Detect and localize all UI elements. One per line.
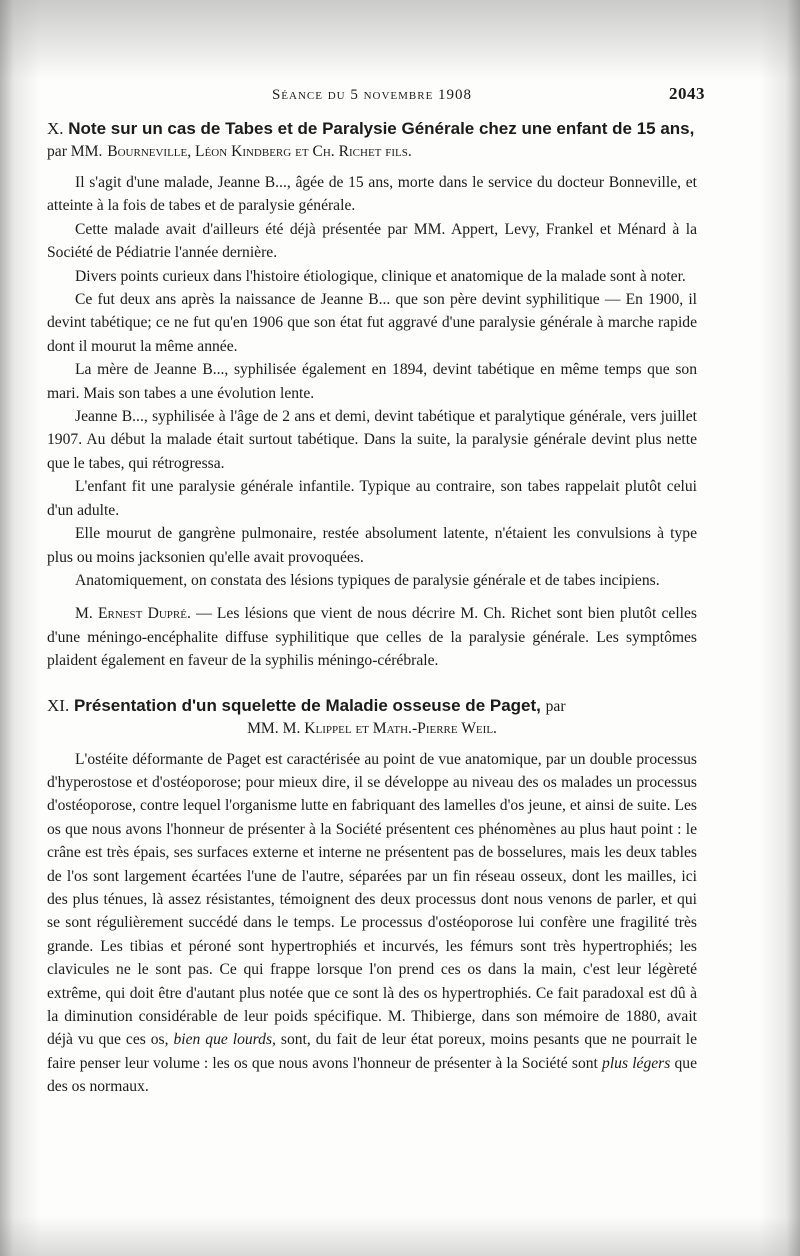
discussion-speaker: M. Ernest Dupré. bbox=[75, 605, 191, 623]
section-x-paragraph: Elle mourut de gangrène pulmonaire, restée absolument latente, n'étaient les convulsions à type plus ou moins jacksonien qu'elle avait provoquées. bbox=[47, 525, 697, 566]
section-xi-title: Présentation d'un squelette de Maladie osseuse de Paget, bbox=[73, 695, 541, 715]
running-head-title: Séance du 5 novembre 1908 bbox=[271, 87, 473, 103]
section-xi-text-part2: sont, du fait de leur état poreux, moins pesants que ne pourrait le faire penser leur volume : les os que nous avons l'honneur de présenter à la Société sont bbox=[47, 1031, 697, 1072]
section-xi-heading bbox=[47, 695, 697, 740]
section-x-paragraph: La mère de Jeanne B..., syphilisée également en 1894, devint tabétique en même temps que son mari. Mais son tabes a une évolution lente. bbox=[47, 361, 697, 402]
section-x-authors-prefix: par MM. bbox=[47, 143, 103, 160]
section-x-paragraph: Ce fut deux ans après la naissance de Jeanne B... que son père devint syphilitique — En 1900, il devint tabétique; ce ne fut qu'en 1906 que son état fut aggravé d'une paralysie générale à marche rapide dont il mourut la même année. bbox=[47, 291, 697, 355]
spacer bbox=[47, 592, 697, 602]
discussion-text: — Les lésions que vient de nous décrire M. Ch. Richet sont bien plutôt celles d'une méningo-encéphalite diffuse syphilitique que celles de la paralysie générale. Les symptômes plaident également en faveur de la syphilis méningo-cérébrale. bbox=[47, 605, 697, 670]
section-x-paragraph: Anatomiquement, on constata des lésions typiques de paralysie générale et de tabes incipiens. bbox=[75, 571, 660, 589]
section-x-number: X. bbox=[47, 119, 64, 138]
section-x-paragraph: Jeanne B..., syphilisée à l'âge de 2 ans et demi, devint tabétique et paralytique générale, vers juillet 1907. Au début la malade était surtout tabétique. Dans la suite, la paralysie générale devint plus nette que le tabes, qui rétrogressa. bbox=[47, 408, 697, 472]
section-x-paragraph: Divers points curieux dans l'histoire étiologique, clinique et anatomique de la malade sont à noter. bbox=[75, 267, 686, 285]
section-xi-paragraph bbox=[47, 748, 697, 1099]
running-head bbox=[47, 82, 705, 112]
discussion-paragraph bbox=[47, 602, 697, 672]
section-xi-authors: MM. M. Klippel et Math.-Pierre Weil. bbox=[247, 719, 497, 737]
spacer bbox=[47, 673, 697, 689]
section-x-heading bbox=[47, 118, 697, 163]
section-x-paragraph: L'enfant fit une paralysie générale infantile. Typique au contraire, son tabes rappelait plutôt celui d'un adulte. bbox=[47, 478, 697, 519]
section-xi-number: XI. bbox=[47, 695, 70, 715]
section-xi-text-part3: que des os normaux. bbox=[47, 1054, 697, 1096]
section-xi-italic-2: plus légers bbox=[602, 1054, 671, 1072]
page-number: 2043 bbox=[669, 84, 705, 103]
section-x-authors: Bourneville, Léon Kindberg et Ch. Richet fils. bbox=[107, 143, 412, 160]
section-xi-authors-prefix: par bbox=[545, 697, 566, 715]
section-xi-text-part1: L'ostéite déformante de Paget est caractérisée au point de vue anatomique, par un double processus d'hyperostose et d'ostéoporose; pour mieux dire, il se développe au niveau des os malades un processus d'ostéoporose, contre lequel l'organisme lutte en fabriquant des lamelles d'os jeune, et ainsi de suite. Les os que nous avons l'honneur de présenter à la Société présentent ces phénomènes au plus haut point : le crâne est très épais, ses surfaces externe et interne ne présentent pas de bosselures, mais les deux tables de l'os sont largement écartées l'une de l'autre, séparées par un fin réseau osseux, dont les mailles, ici des plus ténues, là assez résistantes, témoignent des deux processus dont nous venons de parler, et qui se sont régulièrement succédé dans le temps. Le processus d'ostéoporose lui confère une fragilité très grande. Les tibias et péroné sont hypertrophiés et incurvés, les fémurs sont très hypertrophiés; les clavicules ne le sont pas. Ce qui frappe lorsque l'on prend ces os dans la main, c'est leur légèreté extrême, qui doit être d'autant plus notée que ce sont là des os hypertrophiés. Ce fait paradoxal est dû à la diminution considérable de leur poids spécifique. M. Thibierge, dans son mémoire de 1880, avait déjà vu que ces os, bbox=[47, 750, 697, 1049]
section-x-paragraph: Cette malade avait d'ailleurs été déjà présentée par MM. Appert, Levy, Frankel et Ménard à la Société de Pédiatrie l'année dernière. bbox=[47, 220, 697, 262]
section-x-title: Note sur un cas de Tabes et de Paralysie Générale chez une enfant de 15 ans, bbox=[68, 119, 695, 138]
section-x-paragraph: Il s'agit d'une malade, Jeanne B..., âgée de 15 ans, morte dans le service du docteur Bonneville, et atteinte à la fois de tabes et de paralysie générale. bbox=[47, 174, 697, 215]
section-xi-italic-1: bien que lourds, bbox=[173, 1031, 276, 1049]
page-content bbox=[47, 82, 705, 1099]
